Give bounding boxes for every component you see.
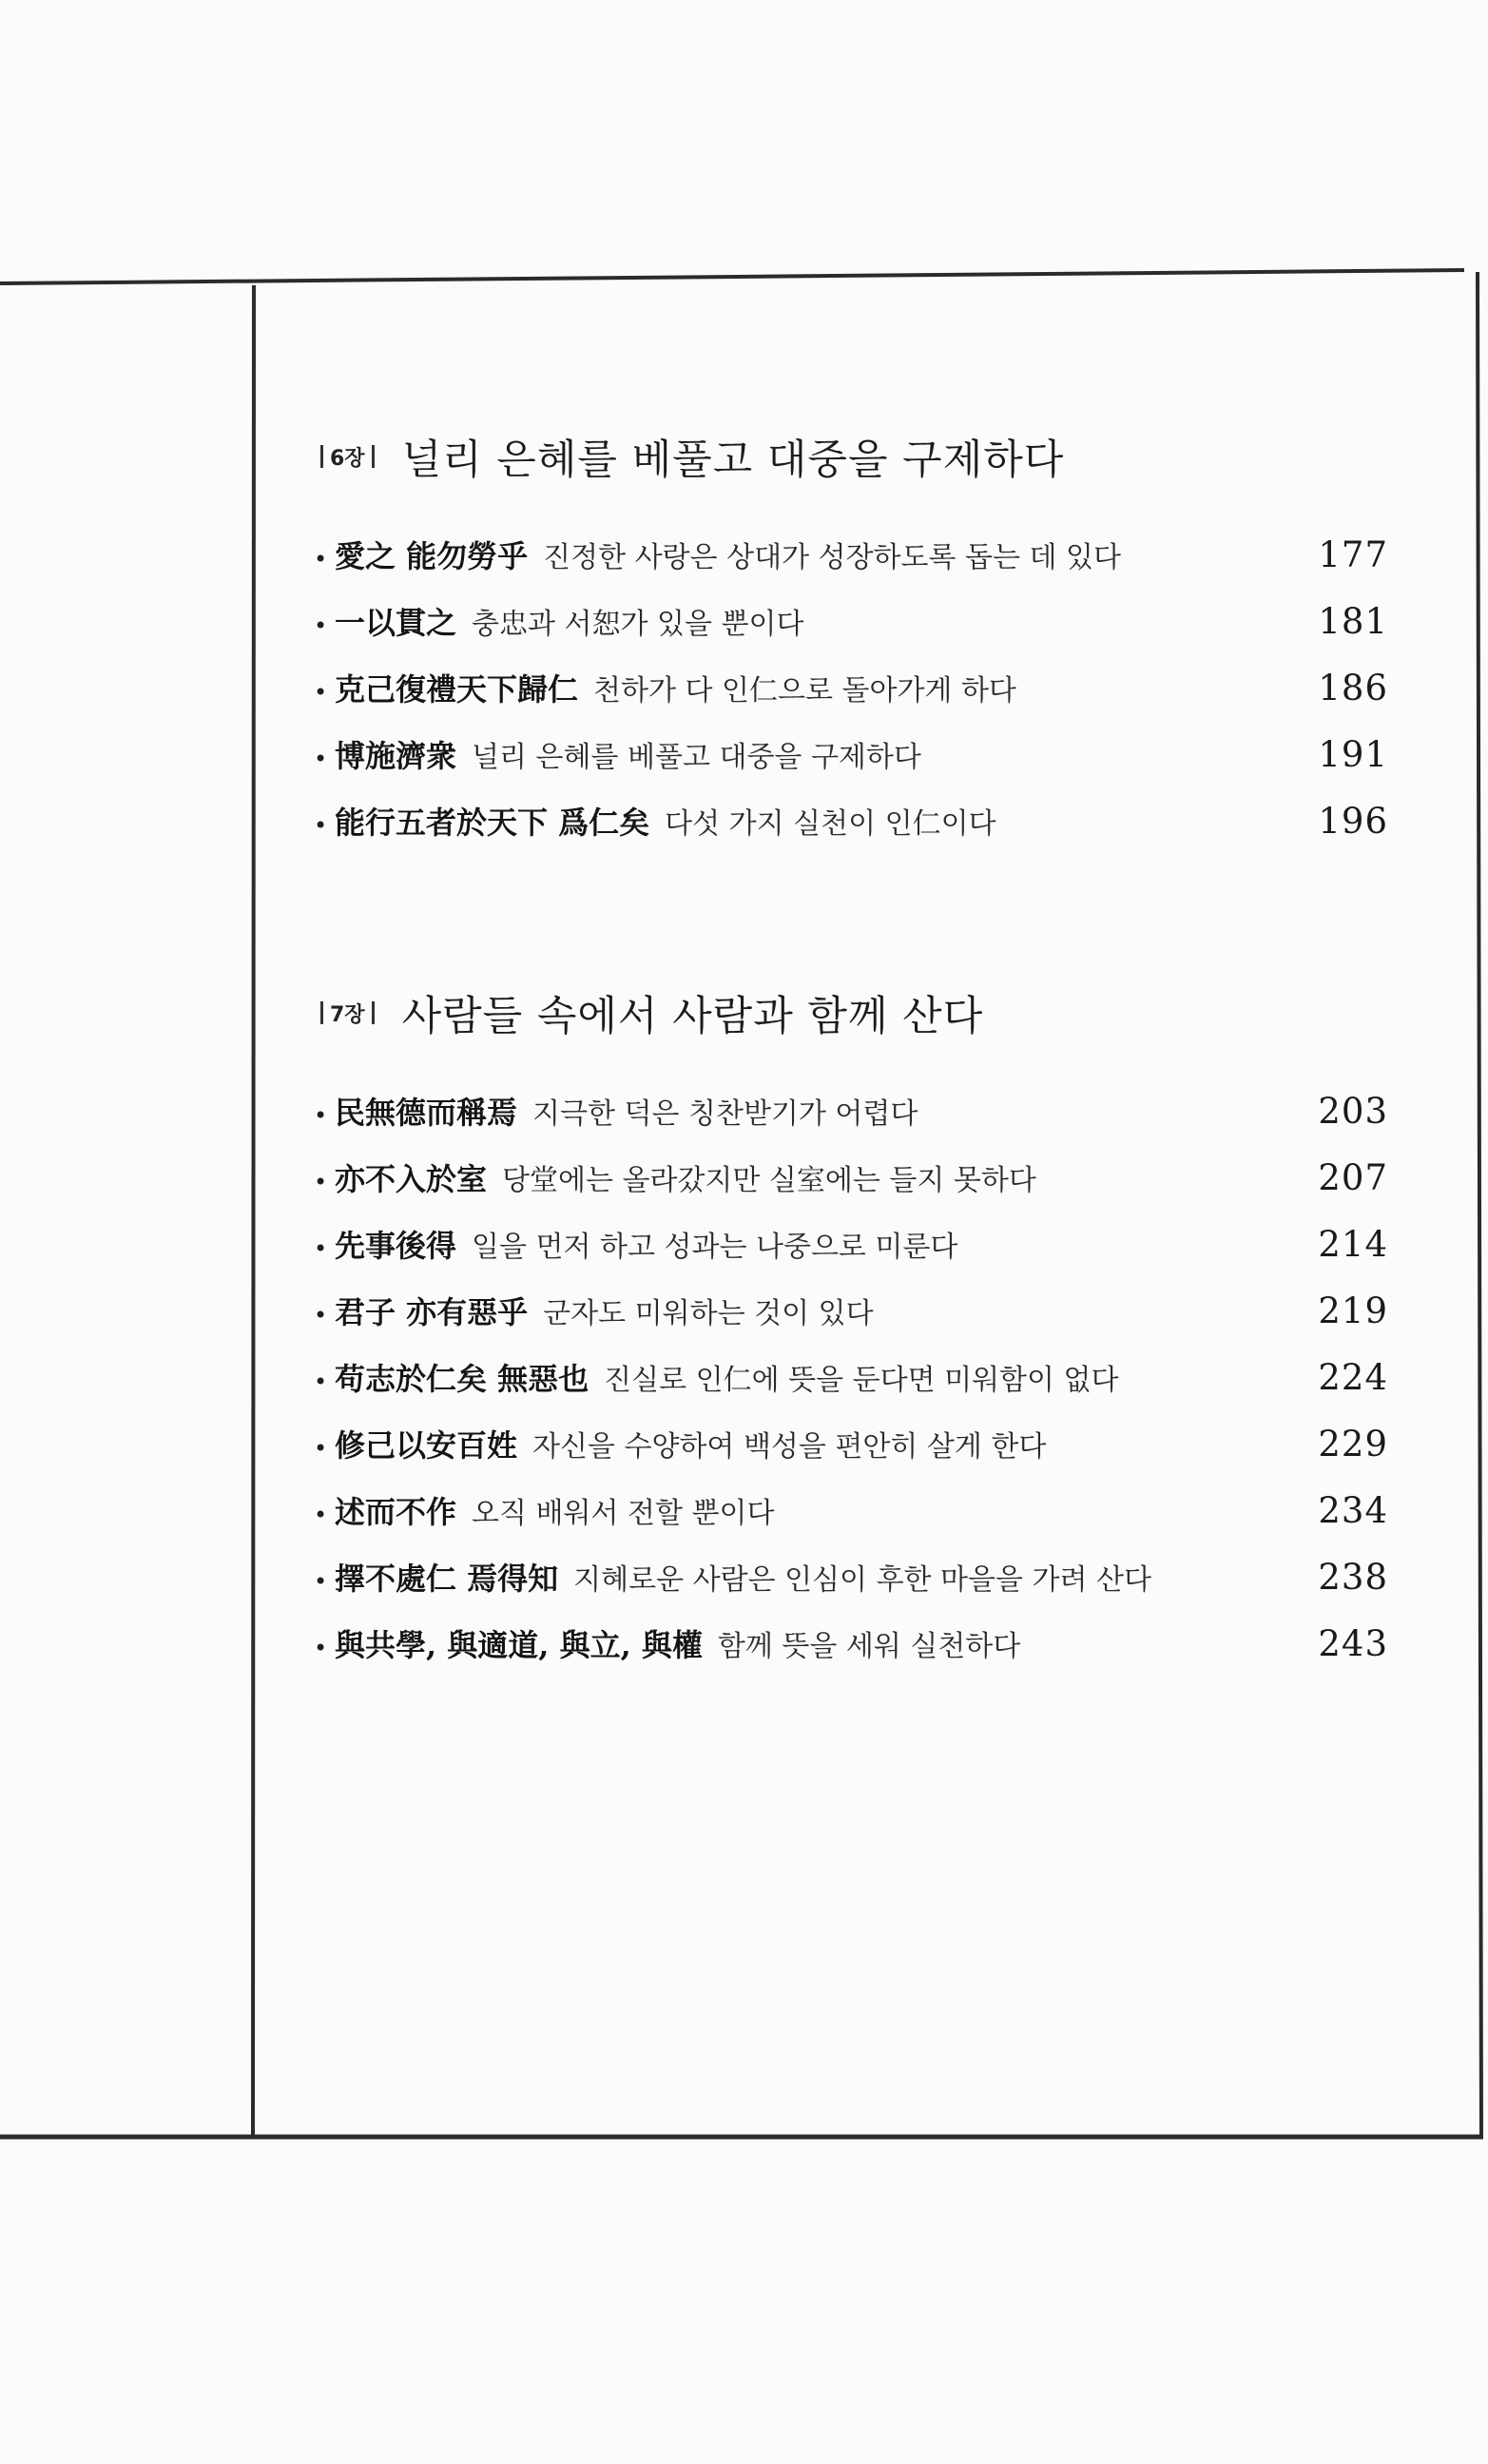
entry-page-number: 238: [1318, 1557, 1388, 1598]
chapter-heading: [314, 418, 1388, 495]
frame-top-line: [0, 270, 1464, 283]
toc-entry[interactable]: [314, 1089, 1388, 1155]
entry-description: 군자도 미워하는 것이 있다: [543, 1297, 874, 1330]
entry-hanja: 克己復禮天下歸仁: [335, 671, 579, 708]
entry-hanja: 述而不作: [335, 1494, 457, 1530]
bullet: •: [314, 1368, 328, 1395]
entry-hanja: 先事後得: [335, 1228, 457, 1264]
toc-entry[interactable]: [314, 666, 1388, 732]
frame-right-line: [1478, 272, 1481, 2137]
entry-page-number: 181: [1318, 601, 1388, 642]
bullet: •: [314, 612, 328, 639]
entry-hanja: 苟志於仁矣 無惡也: [335, 1361, 589, 1397]
entry-description: 일을 먼저 하고 성과는 나중으로 미룬다: [472, 1231, 958, 1264]
entry-page-number: 191: [1318, 734, 1388, 775]
bullet: •: [314, 679, 328, 706]
entry-description: 다섯 가지 실천이 인仁이다: [665, 807, 996, 841]
toc-entry[interactable]: [314, 1222, 1388, 1289]
badge-bar-left: [320, 445, 323, 468]
entry-hanja: 修己以安百姓: [335, 1427, 518, 1464]
bullet: •: [314, 1502, 328, 1528]
entry-hanja: 亦不入於室: [335, 1161, 488, 1197]
chapter-title: 널리 은혜를 베풀고 대중을 구제하다: [401, 436, 1065, 484]
toc-entry[interactable]: [314, 1621, 1388, 1688]
entry-hanja: 與共學, 與適道, 與立, 與權: [335, 1627, 703, 1663]
chapter-badge: [314, 442, 381, 472]
entry-hanja: 愛之 能勿勞乎: [335, 538, 529, 574]
entry-hanja: 能行五者於天下 爲仁矣: [335, 805, 650, 841]
entry-page-number: 243: [1318, 1623, 1388, 1664]
entry-page-number: 214: [1318, 1224, 1388, 1265]
entry-description: 지극한 덕은 칭찬받기가 어렵다: [532, 1097, 918, 1131]
entry-page-number: 219: [1318, 1290, 1388, 1331]
entry-hanja: 博施濟衆: [335, 738, 457, 774]
toc-entry[interactable]: [314, 799, 1388, 865]
chapter-heading: [314, 975, 1388, 1051]
entry-description: 널리 은혜를 베풀고 대중을 구제하다: [472, 741, 921, 774]
entry-page-number: 196: [1318, 801, 1388, 842]
entry-list: [314, 1089, 1388, 1688]
toc-entry[interactable]: [314, 732, 1388, 799]
bullet: •: [314, 746, 328, 772]
entry-description: 오직 배워서 전할 뿐이다: [472, 1497, 775, 1530]
entry-description: 천하가 다 인仁으로 돌아가게 하다: [593, 674, 1016, 708]
bullet: •: [314, 1235, 328, 1262]
toc-entry[interactable]: [314, 1555, 1388, 1621]
entry-page-number: 234: [1318, 1490, 1388, 1531]
chapter-title: 사람들 속에서 사람과 함께 산다: [401, 992, 984, 1040]
badge-bar-right: [372, 1001, 375, 1024]
frame-left-line: [253, 285, 254, 2137]
bullet: •: [314, 546, 328, 572]
chapter-label: 7장: [330, 1002, 365, 1027]
bullet: •: [314, 1635, 328, 1661]
entry-page-number: 207: [1318, 1157, 1388, 1198]
entry-description: 충忠과 서恕가 있을 뿐이다: [472, 608, 804, 641]
entry-page-number: 229: [1318, 1424, 1388, 1465]
toc-entry[interactable]: [314, 1289, 1388, 1355]
entry-hanja: 一以貫之: [335, 605, 457, 641]
entry-page-number: 224: [1318, 1357, 1388, 1398]
entry-hanja: 民無德而稱焉: [335, 1095, 518, 1131]
toc-entry[interactable]: [314, 1488, 1388, 1555]
entry-description: 진정한 사랑은 상대가 성장하도록 돕는 데 있다: [543, 541, 1121, 574]
entry-description: 진실로 인仁에 뜻을 둔다면 미워함이 없다: [604, 1364, 1119, 1397]
table-of-contents: [314, 418, 1388, 1797]
entry-description: 당堂에는 올라갔지만 실室에는 들지 못하다: [502, 1164, 1036, 1197]
entry-description: 지혜로운 사람은 인심이 후한 마을을 가려 산다: [573, 1563, 1151, 1597]
bullet: •: [314, 812, 328, 839]
bullet: •: [314, 1568, 328, 1595]
bullet: •: [314, 1169, 328, 1195]
entry-hanja: 君子 亦有惡乎: [335, 1294, 529, 1330]
toc-entry[interactable]: [314, 1422, 1388, 1488]
badge-bar-left: [320, 1001, 323, 1024]
chapter-7: [314, 975, 1388, 1688]
entry-page-number: 177: [1318, 534, 1388, 575]
entry-hanja: 擇不處仁 焉得知: [335, 1561, 559, 1597]
entry-page-number: 186: [1318, 668, 1388, 708]
toc-entry[interactable]: [314, 533, 1388, 599]
badge-bar-right: [372, 445, 375, 468]
toc-entry[interactable]: [314, 1155, 1388, 1222]
bullet: •: [314, 1435, 328, 1462]
bullet: •: [314, 1102, 328, 1129]
toc-entry[interactable]: [314, 599, 1388, 666]
toc-entry[interactable]: [314, 1355, 1388, 1422]
chapter-badge: [314, 999, 381, 1028]
entry-page-number: 203: [1318, 1091, 1388, 1132]
entry-description: 자신을 수양하여 백성을 편안히 살게 한다: [532, 1430, 1047, 1464]
chapter-label: 6장: [330, 446, 365, 471]
bullet: •: [314, 1302, 328, 1329]
chapter-6: [314, 418, 1388, 865]
entry-description: 함께 뜻을 세워 실천하다: [717, 1630, 1021, 1663]
entry-list: [314, 533, 1388, 865]
